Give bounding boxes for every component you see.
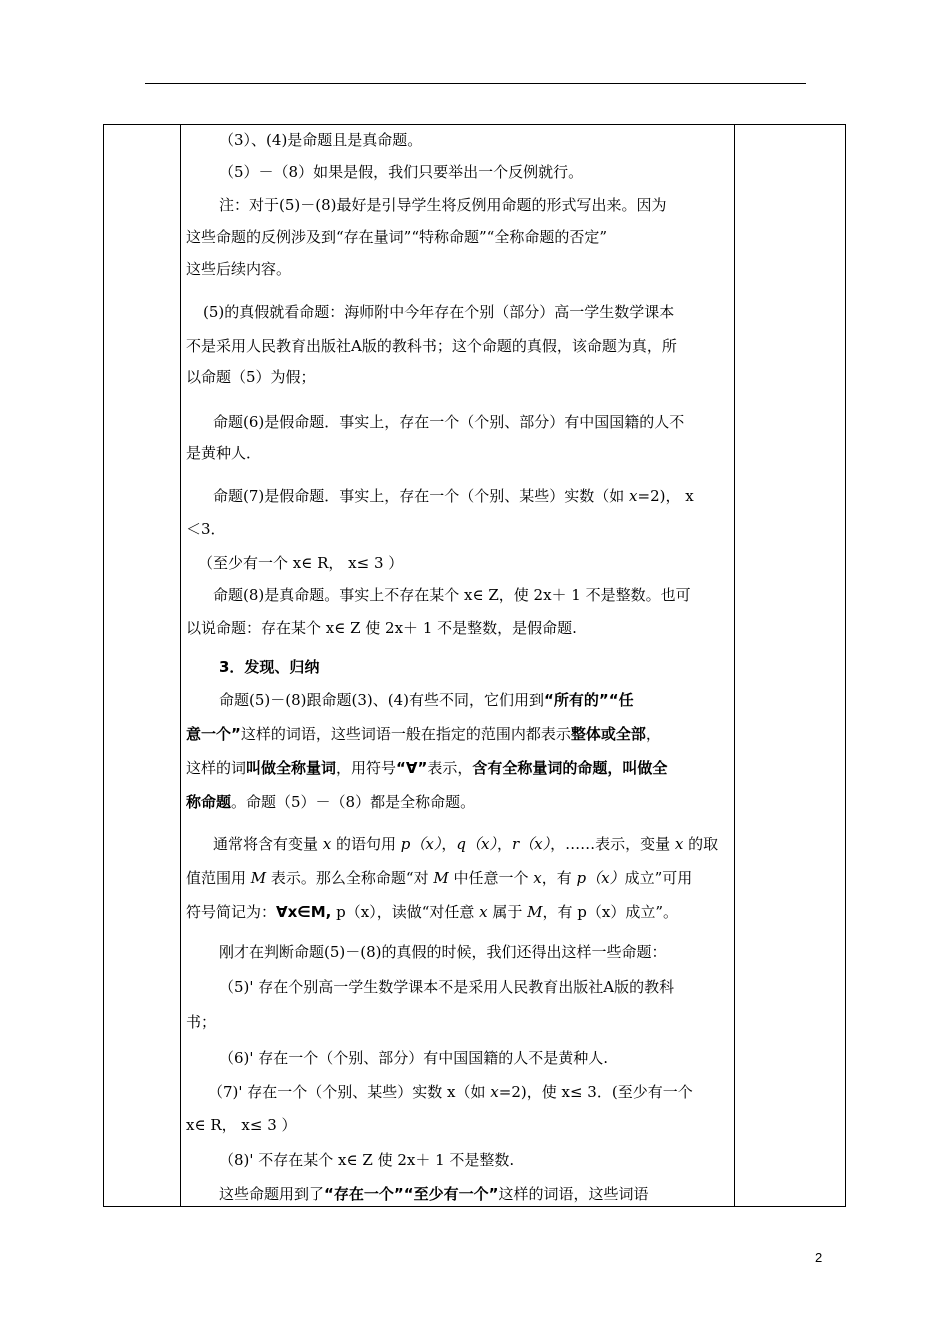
text-line: 命题(6)是假命题．事实上，存在一个（个别、部分）有中国国籍的人不 xyxy=(213,413,685,431)
text-line xyxy=(208,1082,693,1102)
table-column-divider-left xyxy=(180,125,181,1206)
text-run: 中任意一个 xyxy=(448,869,534,887)
text-run: 属于 xyxy=(487,903,528,921)
bold-run: “存在一个”“至少有一个” xyxy=(324,1185,499,1203)
bold-run: 意一个” xyxy=(186,725,241,743)
text-run: 这样的词语，这些词语一般在指定的范围内都表示 xyxy=(240,725,571,743)
bold-run: 整体或全部 xyxy=(570,725,646,743)
text-line: x∈ R， x≤ 3 ） xyxy=(186,1116,297,1134)
text-line xyxy=(213,486,694,506)
text-run: ，用符号 xyxy=(336,759,397,777)
text-line: 注：对于(5)－(8)最好是引导学生将反例用命题的形式写出来。因为 xyxy=(219,196,667,214)
text-line: （5）－（8）如果是假，我们只要举出一个反例就行。 xyxy=(219,163,584,181)
variable-x: x xyxy=(322,835,332,853)
text-run: ，……表示，变量 xyxy=(550,835,675,853)
variable-m: M xyxy=(250,869,267,887)
variable-x: x xyxy=(479,903,488,921)
variable-m: M xyxy=(433,869,449,887)
text-line xyxy=(186,758,667,778)
text-run: 这样的词语，这些词语 xyxy=(498,1185,649,1203)
text-line: 这些后续内容。 xyxy=(186,260,292,278)
text-run: 成立”可用 xyxy=(624,869,693,887)
text-run: 的取 xyxy=(683,835,719,853)
text-line: 是黄种人． xyxy=(186,444,262,462)
text-run: 这些命题用到了 xyxy=(219,1185,325,1203)
bold-run: “所有的”“任 xyxy=(544,691,634,709)
function-p: p（x） xyxy=(400,835,442,853)
text-line: （3）、(4)是命题且是真命题。 xyxy=(219,131,423,149)
text-line: 不是采用人民教育出版社A版的教科书；这个命题的真假，该命题为真，所 xyxy=(186,337,677,355)
bold-run: 叫做全称量词 xyxy=(246,759,337,777)
text-run: 表示。那么全称命题“对 xyxy=(266,869,434,887)
text-line: （5)' 存在个别高一学生数学课本不是采用人民教育出版社A版的教科 xyxy=(219,978,675,996)
text-run: 表示， xyxy=(427,759,473,777)
text-line: 这些命题的反例涉及到“存在量词”“特称命题”“全称命题的否定” xyxy=(186,228,608,246)
variable-x: x xyxy=(490,1083,499,1101)
text-line xyxy=(186,902,678,922)
function-q: q（x） xyxy=(456,835,497,853)
text-run: 。命题（5）－（8）都是全称命题。 xyxy=(231,793,476,811)
text-line: （至少有一个 x∈ R， x≤ 3 ） xyxy=(198,554,404,572)
section-heading: 3．发现、归纳 xyxy=(219,658,320,676)
text-run: （7)' 存在一个（个别、某些）实数 x（如 xyxy=(208,1083,491,1101)
function-p: p（x） xyxy=(576,869,625,887)
text-line xyxy=(186,724,661,744)
text-line xyxy=(213,834,718,854)
text-run: 这样的词 xyxy=(186,759,247,777)
text-run: 的语句用 xyxy=(331,835,401,853)
text-line: （8)' 不存在某个 x∈ Z 使 2x＋ 1 不是整数. xyxy=(219,1151,515,1169)
text-line xyxy=(186,792,475,812)
bold-run: 含有全称量词的命题，叫做全 xyxy=(472,759,668,777)
text-line xyxy=(219,690,634,710)
text-run: 符号简记为： xyxy=(186,903,277,921)
text-run: 值范围用 xyxy=(186,869,251,887)
table-column-divider-right xyxy=(734,125,735,1206)
text-line: 命题(8)是真命题。事实上不存在某个 x∈ Z，使 2x＋ 1 不是整数。也可 xyxy=(213,586,691,604)
forall-symbol-expression: ∀x∈M, xyxy=(276,903,332,921)
text-line: 刚才在判断命题(5)－(8)的真假的时候，我们还得出这样一些命题： xyxy=(219,943,667,961)
bold-run: 称命题 xyxy=(186,793,232,811)
text-line: 以命题（5）为假； xyxy=(186,368,316,386)
text-run: =2)， x xyxy=(637,487,694,505)
text-run: 命题(7)是假命题．事实上，存在一个（个别、某些）实数（如 xyxy=(213,487,630,505)
text-line xyxy=(186,868,692,888)
function-r: r（x） xyxy=(511,835,551,853)
text-run: =2)，使 x≤ 3．(至少有一个 xyxy=(498,1083,693,1101)
text-run: 命题(5)－(8)跟命题(3)、(4)有些不同，它们用到 xyxy=(219,691,544,709)
text-run: ， xyxy=(441,835,457,853)
text-run: ，有 p（x）成立”。 xyxy=(542,903,679,921)
variable-x: x xyxy=(629,487,638,505)
header-rule xyxy=(145,83,806,84)
text-line: 以说命题：存在某个 x∈ Z 使 2x＋ 1 不是整数，是假命题. xyxy=(186,619,577,637)
text-line: ＜3． xyxy=(186,520,226,538)
text-line xyxy=(219,1184,648,1204)
text-run: ， xyxy=(645,725,661,743)
variable-m: M xyxy=(527,903,543,921)
page-number: 2 xyxy=(815,1250,823,1265)
variable-x: x xyxy=(674,835,684,853)
lesson-table xyxy=(103,124,846,1207)
text-line: （6)' 存在一个（个别、部分）有中国国籍的人不是黄种人. xyxy=(219,1049,609,1067)
text-line: (5)的真假就看命题：海师附中今年存在个别（部分）高一学生数学课本 xyxy=(203,303,675,321)
text-run: 通常将含有变量 xyxy=(213,835,323,853)
variable-x: x xyxy=(533,869,542,887)
text-run: ， xyxy=(496,835,512,853)
bold-run: “∀” xyxy=(396,759,428,777)
text-line: 书； xyxy=(186,1013,217,1031)
text-run: ，有 xyxy=(541,869,577,887)
text-run: p（x），读做“对任意 xyxy=(331,903,480,921)
